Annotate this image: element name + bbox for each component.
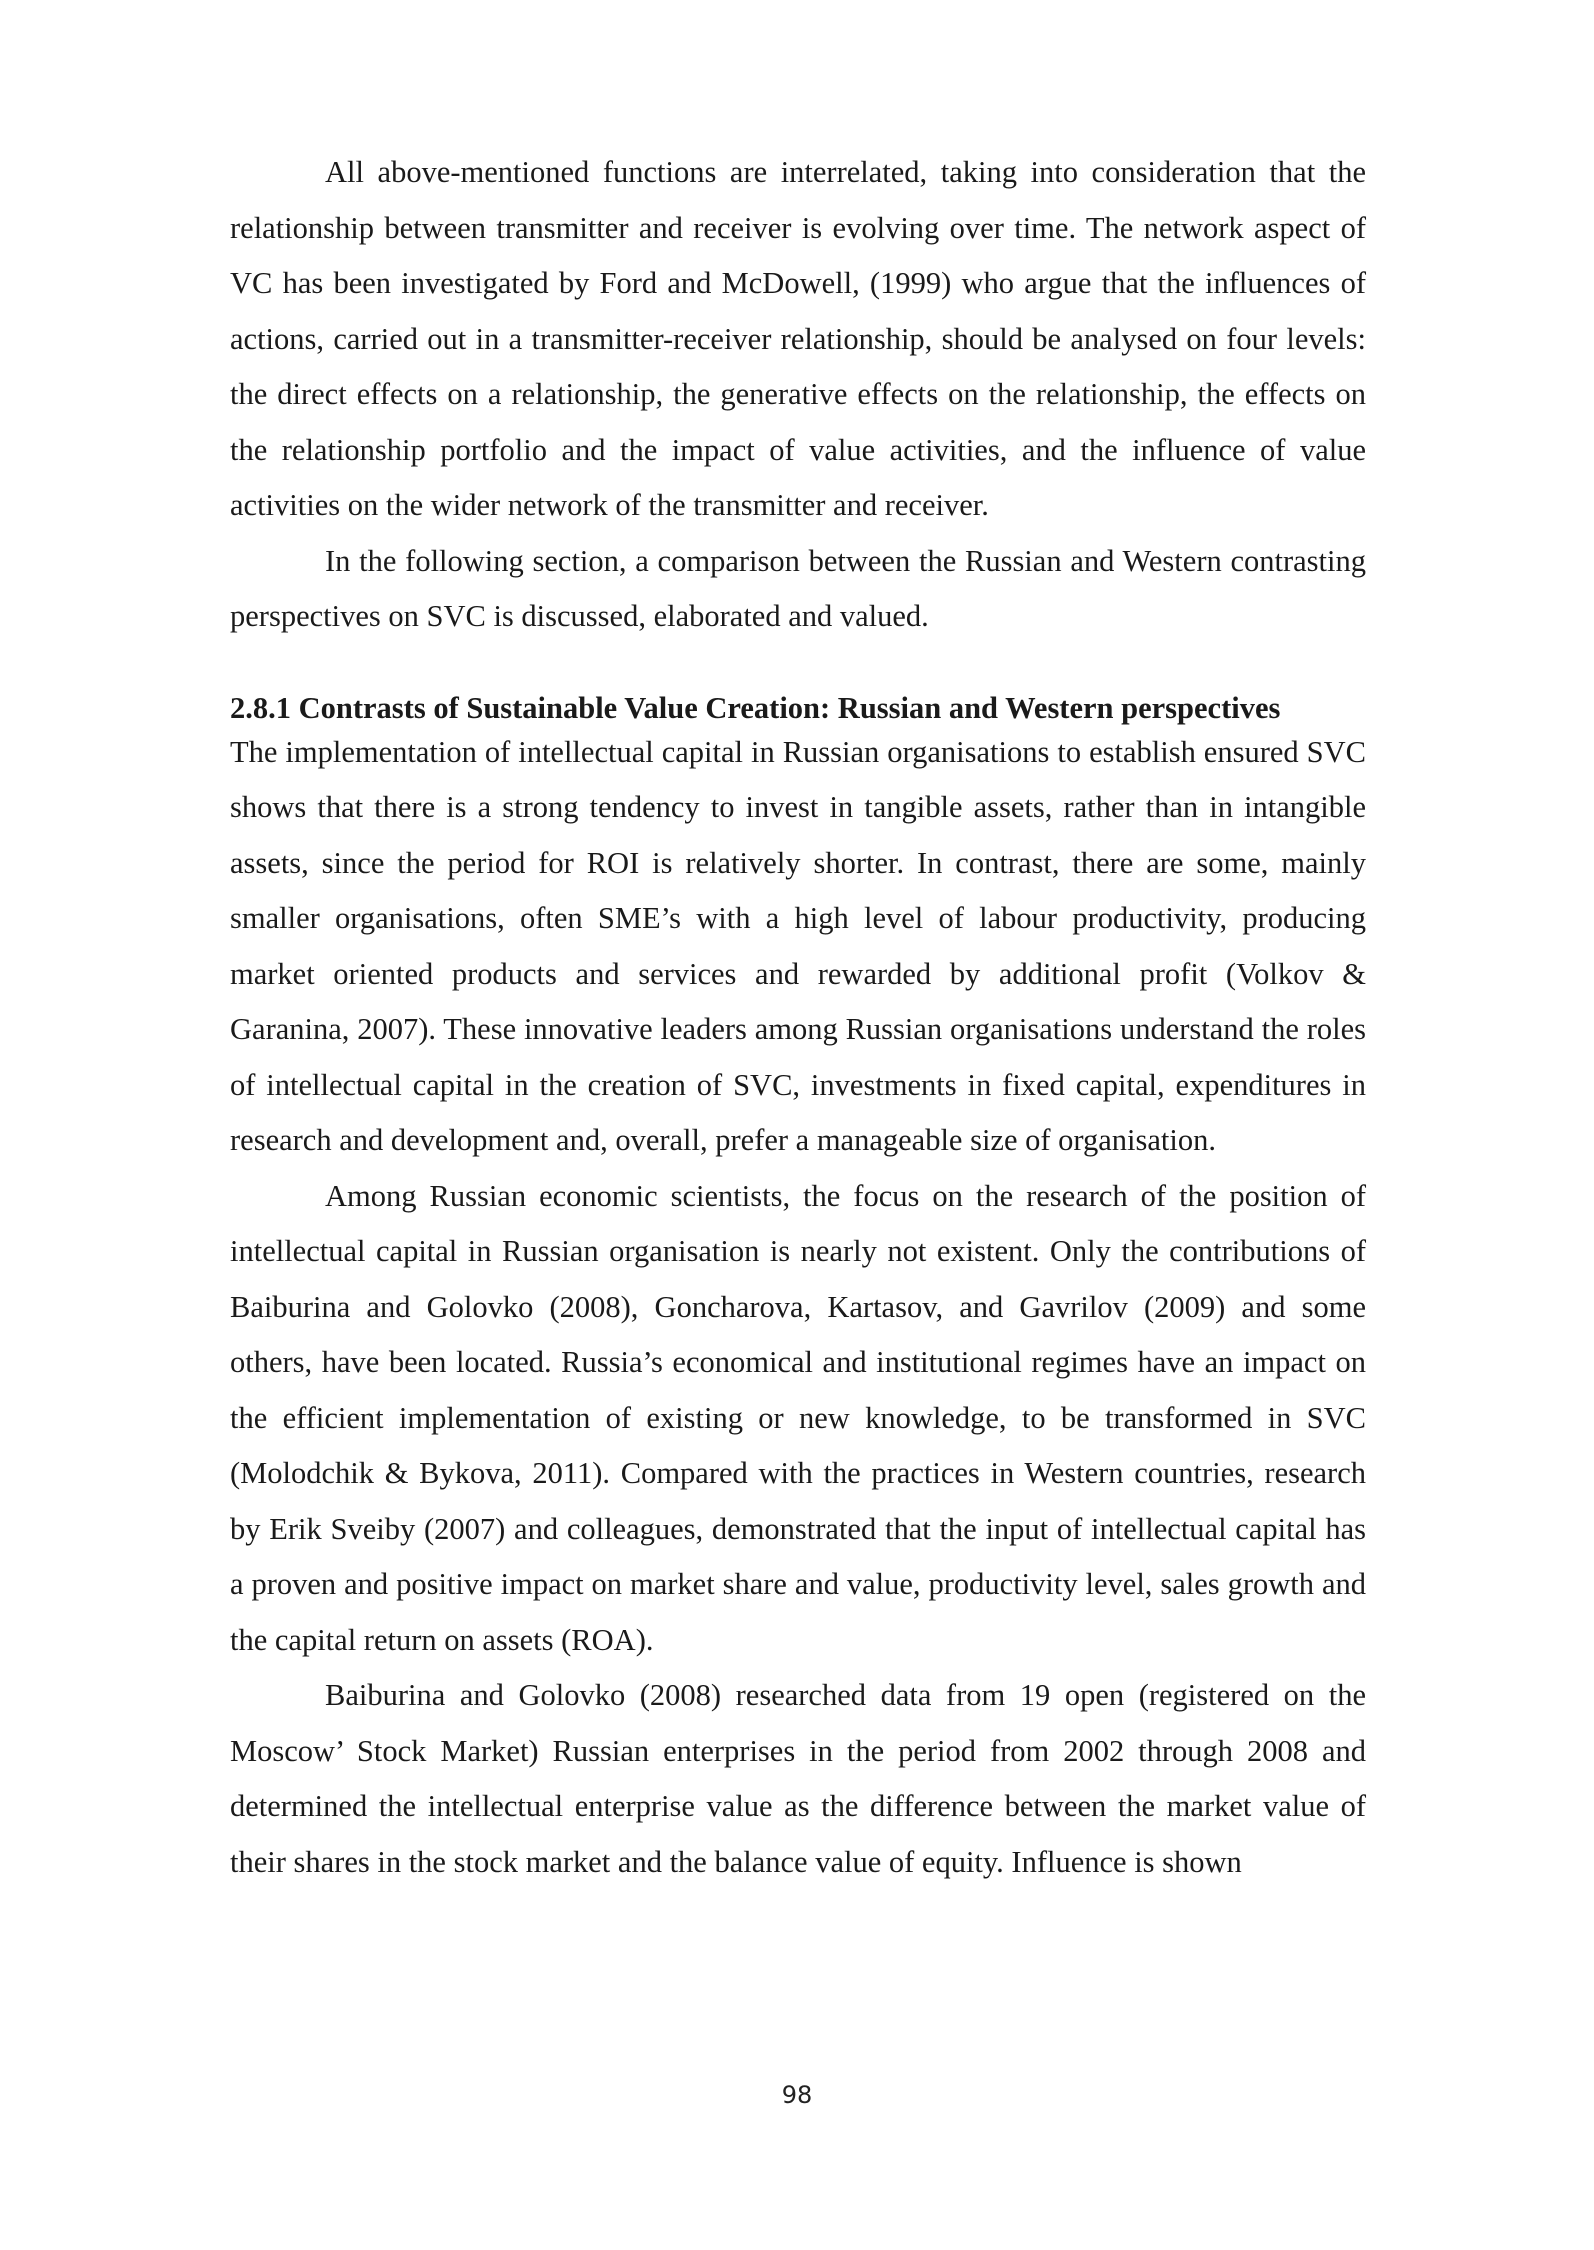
section-heading: 2.8.1 Contrasts of Sustainable Value Creation: Russian and Western perspectives bbox=[230, 690, 1281, 725]
paragraph: Among Russian economic scientists, the focus on the research of the position of intellectual capital in Russian organisation is nearly not existent. Only the contributions of Baiburina and Golovko (2008), Goncharova, Kartasov, and Gavrilov (2009) and some others, have been located. Russia’s economical and institutional regimes have an impact on the efficient implementation of existing or new knowledge, to be transformed in SVC (Molodchik & Bykova, 2011). Compared with the practices in Western countries, research by Erik Sveiby (2007) and colleagues, demonstrated that the input of intellectual capital has a proven and positive impact on market share and value, productivity level, sales growth and the capital return on assets (ROA). bbox=[230, 1178, 1366, 1657]
paragraph: The implementation of intellectual capital in Russian organisations to establish ensured SVC shows that there is a strong tendency to invest in tangible assets, rather than in intangible assets, since the period for ROI is relatively shorter. In contrast, there are some, mainly smaller organisations, often SME’s with a high level of labour productivity, producing market oriented products and services and rewarded by additional profit (Volkov & Garanina, 2007). These innovative leaders among Russian organisations understand the roles of intellectual capital in the creation of SVC, investments in fixed capital, expenditures in research and development and, overall, prefer a manageable size of organisation. bbox=[230, 734, 1366, 1157]
document-body bbox=[230, 145, 1366, 1890]
page-number: 98 bbox=[781, 2081, 813, 2109]
paragraph: In the following section, a comparison between the Russian and Western contrasting perspectives on SVC is discussed, elaborated and valued. bbox=[230, 543, 1366, 633]
paragraph: All above-mentioned functions are interrelated, taking into consideration that the relationship between transmitter and receiver is evolving over time. The network aspect of VC has been investigated by Ford and McDowell, (1999) who argue that the influences of actions, carried out in a transmitter-receiver relationship, should be analysed on four levels: the direct effects on a relationship, the generative effects on the relationship, the effects on the relationship portfolio and the impact of value activities, and the influence of value activities on the wider network of the transmitter and receiver. bbox=[230, 155, 1366, 522]
paragraph: Baiburina and Golovko (2008) researched data from 19 open (registered on the Moscow’ Stock Market) Russian enterprises in the period from 2002 through 2008 and determined the intellectual enterprise value as the difference between the market value of their shares in the stock market and the balance value of equity. Influence is shown bbox=[230, 1678, 1366, 1879]
